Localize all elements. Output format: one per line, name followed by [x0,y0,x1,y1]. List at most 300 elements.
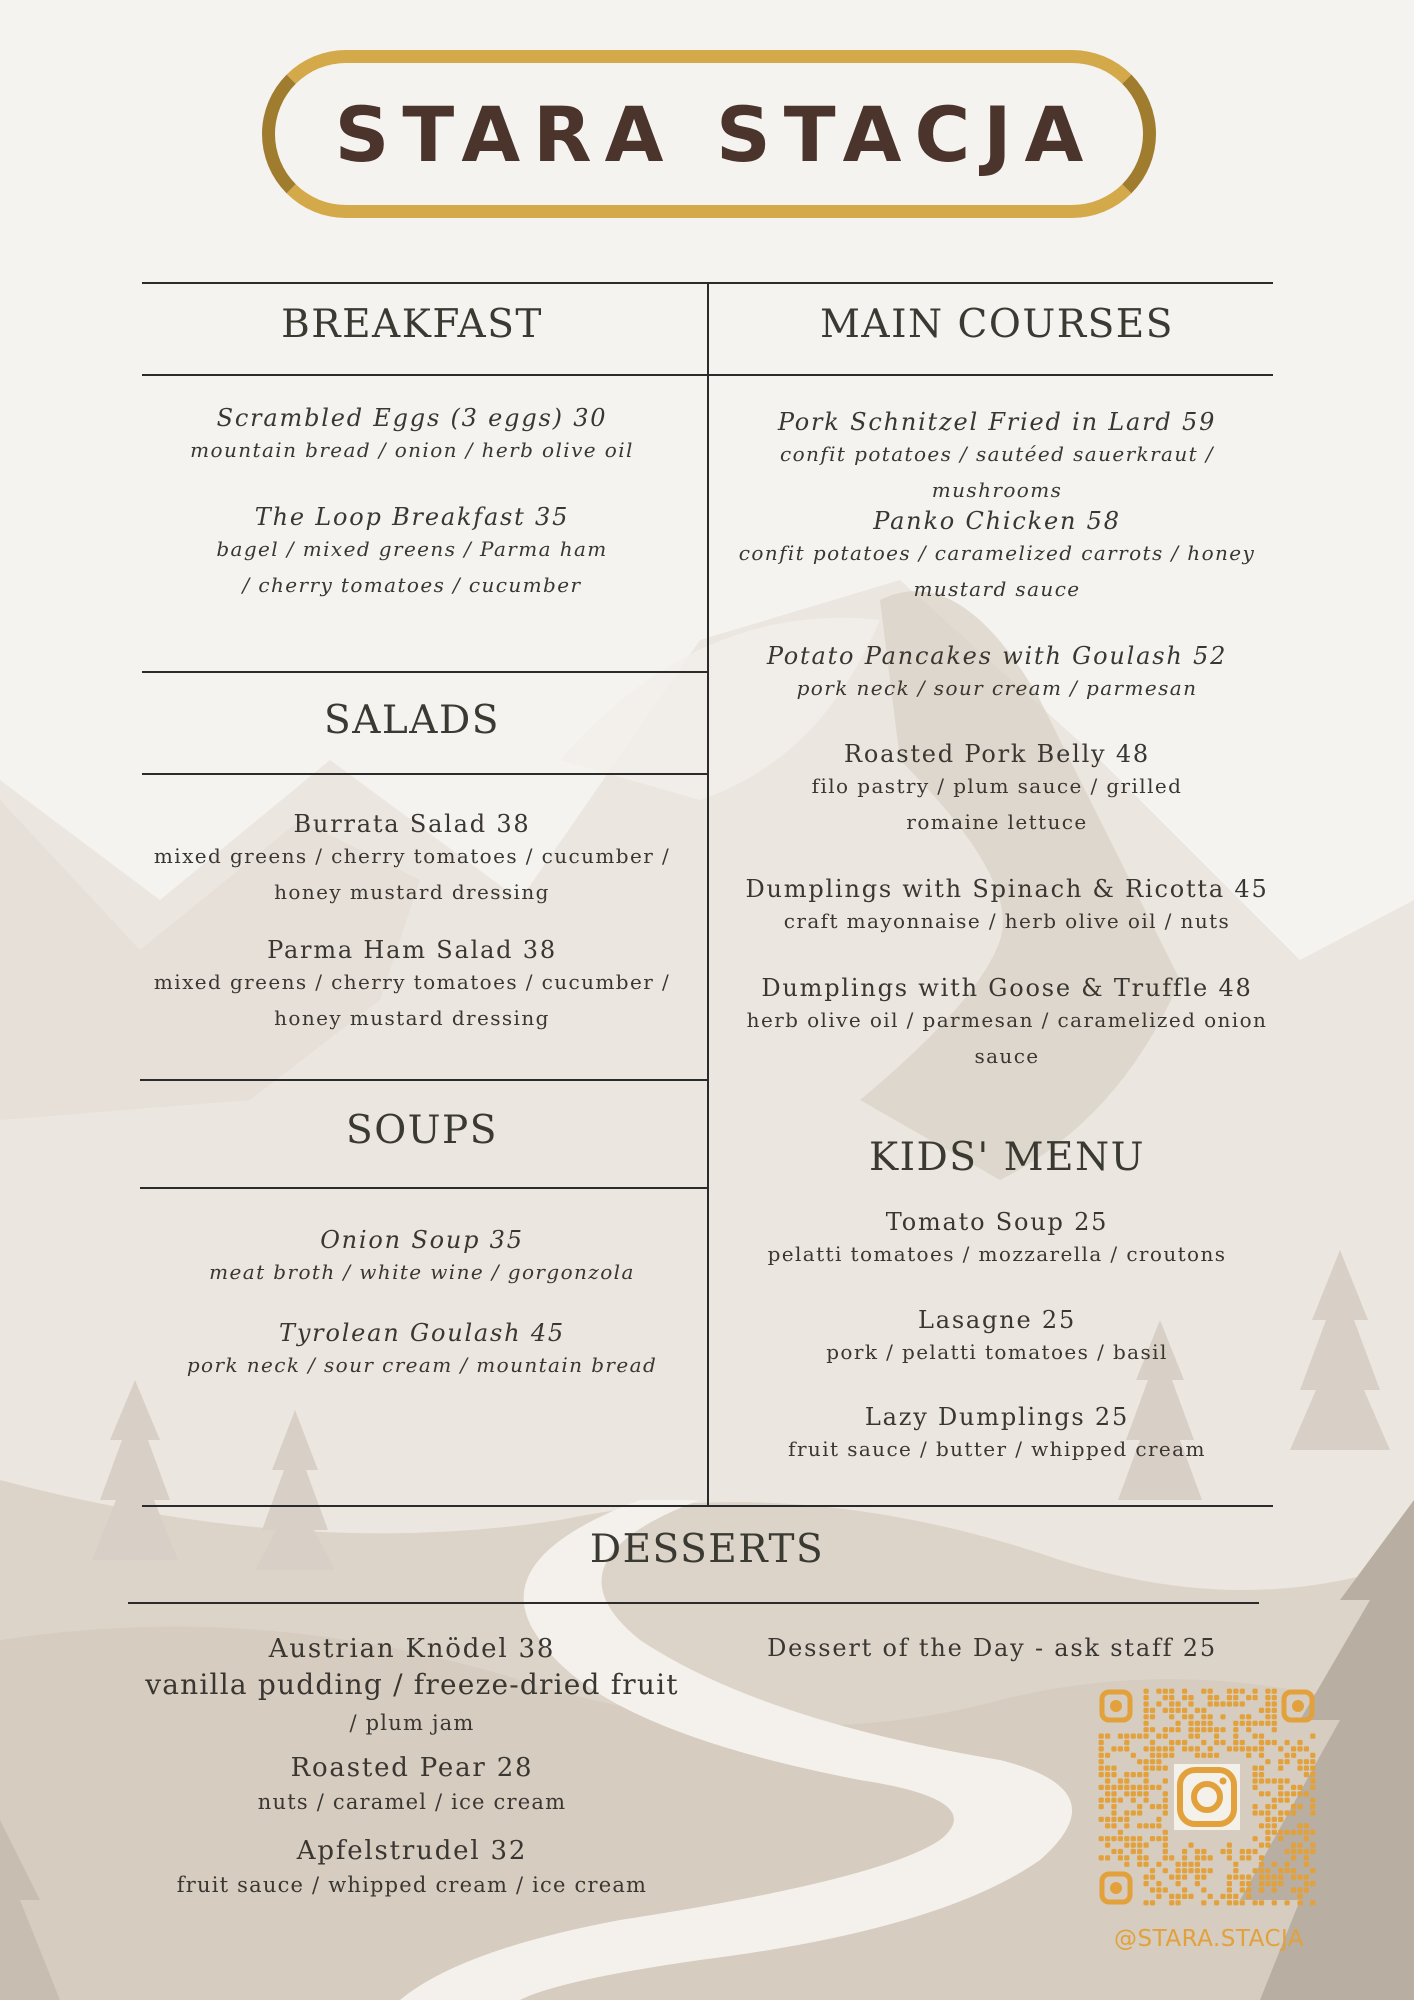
qr-module [1124,1746,1129,1751]
qr-module [1188,1695,1193,1700]
qr-module [1150,1740,1155,1745]
qr-module [1233,1900,1238,1905]
qr-module [1105,1734,1110,1739]
qr-module [1265,1843,1270,1848]
qr-module [1156,1804,1161,1809]
main-courses-heading: MAIN COURSES [820,302,1174,347]
qr-module [1124,1785,1129,1790]
qr-module [1201,1714,1206,1719]
qr-module [1169,1855,1174,1860]
qr-module [1233,1746,1238,1751]
qr-module [1240,1881,1245,1886]
qr-module [1214,1753,1219,1758]
qr-module [1111,1798,1116,1803]
qr-module [1259,1823,1264,1828]
qr-module [1310,1900,1315,1905]
qr-module [1182,1714,1187,1719]
item-title: Burrata Salad 38 [293,810,531,838]
qr-module [1208,1727,1213,1732]
qr-module [1253,1689,1258,1694]
menu-item-tyrolean-goulash [152,1319,692,1383]
qr-module [1176,1894,1181,1899]
qr-module [1201,1753,1206,1758]
menu-item-potato-pancakes [712,642,1282,706]
qr-module [1278,1875,1283,1880]
instagram-qr-code[interactable] [1098,1688,1316,1906]
qr-module [1246,1881,1251,1886]
qr-module [1188,1721,1193,1726]
qr-module [1156,1766,1161,1771]
kids-menu-heading: KIDS' MENU [868,1135,1146,1180]
menu-item-pork-schnitzel [712,408,1282,508]
qr-module [1131,1810,1136,1815]
qr-module [1272,1740,1277,1745]
item-title: Scrambled Eggs (3 eggs) 30 [216,404,608,432]
menu-item-loop-breakfast [152,503,672,603]
qr-module [1182,1855,1187,1860]
qr-module [1156,1759,1161,1764]
qr-module [1272,1701,1277,1706]
qr-module [1297,1823,1302,1828]
qr-module [1124,1778,1129,1783]
qr-module [1259,1708,1264,1713]
qr-module [1227,1843,1232,1848]
qr-module [1240,1740,1245,1745]
qr-module [1297,1887,1302,1892]
qr-module [1111,1823,1116,1828]
qr-module [1297,1759,1302,1764]
qr-module [1265,1721,1270,1726]
qr-module [1156,1785,1161,1790]
qr-module [1265,1708,1270,1713]
qr-module [1278,1836,1283,1841]
qr-module [1195,1875,1200,1880]
qr-module [1259,1855,1264,1860]
qr-module [1246,1727,1251,1732]
qr-module [1105,1843,1110,1848]
qr-module [1265,1823,1270,1828]
qr-module [1137,1862,1142,1867]
qr-module [1285,1830,1290,1835]
qr-module [1291,1849,1296,1854]
qr-module [1310,1843,1315,1848]
qr-module [1259,1721,1264,1726]
qr-module [1233,1740,1238,1745]
qr-module [1182,1868,1187,1873]
qr-module [1310,1759,1315,1764]
qr-module [1111,1791,1116,1796]
qr-module [1265,1778,1270,1783]
qr-module [1297,1766,1302,1771]
qr-module [1105,1817,1110,1822]
qr-module [1169,1746,1174,1751]
qr-module [1310,1810,1315,1815]
qr-module [1220,1740,1225,1745]
qr-module [1297,1740,1302,1745]
qr-module [1105,1836,1110,1841]
divider-salads-bottom [142,773,707,775]
qr-module [1304,1772,1309,1777]
qr-module [1304,1836,1309,1841]
qr-module [1150,1823,1155,1828]
qr-module [1233,1721,1238,1726]
qr-module [1253,1836,1258,1841]
qr-module [1131,1798,1136,1803]
qr-module [1285,1791,1290,1796]
qr-module [1297,1843,1302,1848]
qr-module [1105,1791,1110,1796]
item-title: Austrian Knödel 38 [268,1634,556,1664]
qr-module [1131,1785,1136,1790]
qr-module [1227,1701,1232,1706]
qr-module [1124,1810,1129,1815]
qr-module [1246,1849,1251,1854]
qr-module [1259,1772,1264,1777]
qr-module [1163,1887,1168,1892]
qr-module [1240,1746,1245,1751]
qr-module [1195,1734,1200,1739]
qr-module [1265,1817,1270,1822]
qr-module [1214,1695,1219,1700]
qr-module [1272,1823,1277,1828]
qr-module [1278,1798,1283,1803]
qr-module [1150,1868,1155,1873]
item-desc: pork / pelatti tomatoes / basil [826,1340,1168,1364]
divider-desserts-top [142,1505,1273,1507]
qr-module [1163,1798,1168,1803]
qr-module [1195,1868,1200,1873]
qr-module [1118,1836,1123,1841]
dessert-of-the-day [712,1634,1272,1662]
qr-module [1156,1701,1161,1706]
qr-module [1144,1689,1149,1694]
qr-module [1285,1849,1290,1854]
qr-module [1310,1772,1315,1777]
qr-module [1291,1753,1296,1758]
qr-module [1105,1753,1110,1758]
qr-module [1163,1836,1168,1841]
qr-module [1176,1875,1181,1880]
qr-module [1144,1791,1149,1796]
qr-module [1278,1746,1283,1751]
qr-module [1220,1849,1225,1854]
qr-module [1291,1804,1296,1809]
qr-module [1310,1830,1315,1835]
qr-module [1297,1804,1302,1809]
qr-module [1099,1753,1104,1758]
item-desc: romaine lettuce [906,810,1088,834]
item-title: Pork Schnitzel Fried in Lard 59 [777,408,1217,436]
menu-item-lazy-dumplings [712,1403,1282,1467]
qr-module [1144,1900,1149,1905]
qr-module [1310,1804,1315,1809]
qr-module [1144,1734,1149,1739]
qr-module [1118,1798,1123,1803]
qr-module [1253,1772,1258,1777]
qr-module [1131,1849,1136,1854]
item-title: Potato Pancakes with Goulash 52 [766,642,1228,670]
qr-module [1253,1721,1258,1726]
qr-module [1169,1714,1174,1719]
qr-module [1201,1887,1206,1892]
qr-module [1304,1766,1309,1771]
qr-module [1195,1881,1200,1886]
qr-module [1233,1862,1238,1867]
qr-module [1169,1695,1174,1700]
menu-item-lasagne [712,1306,1282,1370]
qr-module [1265,1714,1270,1719]
qr-module [1188,1868,1193,1873]
menu-item-burrata-salad [142,810,682,910]
qr-module [1259,1753,1264,1758]
item-desc: craft mayonnaise / herb olive oil / nuts [783,909,1231,933]
item-desc: fruit sauce / butter / whipped cream [788,1437,1206,1461]
soups-heading: SOUPS [345,1108,499,1153]
qr-module [1310,1785,1315,1790]
qr-module [1291,1785,1296,1790]
qr-module [1156,1881,1161,1886]
qr-module [1182,1862,1187,1867]
item-desc: vanilla pudding / freeze-dried fruit [145,1668,679,1701]
qr-module [1259,1843,1264,1848]
qr-module [1163,1708,1168,1713]
qr-module [1233,1727,1238,1732]
qr-module [1124,1843,1129,1848]
qr-module [1227,1746,1232,1751]
qr-module [1310,1881,1315,1886]
qr-module [1105,1778,1110,1783]
qr-module [1285,1759,1290,1764]
qr-module [1176,1900,1181,1905]
breakfast-heading: BREAKFAST [281,302,543,347]
qr-module [1144,1701,1149,1706]
item-title: Tomato Soup 25 [885,1208,1109,1236]
qr-module [1272,1817,1277,1822]
qr-module [1246,1855,1251,1860]
qr-module [1240,1900,1245,1905]
qr-module [1259,1875,1264,1880]
item-desc: honey mustard dressing [274,1006,550,1030]
qr-module [1176,1881,1181,1886]
qr-module [1201,1868,1206,1873]
item-desc: confit potatoes / caramelized carrots / honey [738,541,1256,565]
qr-module [1233,1695,1238,1700]
qr-module [1118,1830,1123,1835]
qr-module [1285,1862,1290,1867]
instagram-handle[interactable]: @STARA.STACJA [1114,1926,1305,1952]
qr-module [1233,1868,1238,1873]
qr-module [1214,1727,1219,1732]
qr-module [1150,1708,1155,1713]
qr-module [1253,1810,1258,1815]
qr-module [1310,1766,1315,1771]
qr-module [1176,1727,1181,1732]
item-title: Onion Soup 35 [320,1226,524,1254]
qr-module [1265,1740,1270,1745]
item-desc: pork neck / sour cream / mountain bread [186,1353,658,1377]
qr-module [1297,1900,1302,1905]
qr-module [1227,1695,1232,1700]
menu-item-roasted-pear [142,1753,682,1821]
qr-module [1272,1830,1277,1835]
item-title: Roasted Pear 28 [290,1753,534,1783]
qr-module [1099,1759,1104,1764]
qr-module [1163,1791,1168,1796]
qr-module [1169,1701,1174,1706]
qr-module [1137,1772,1142,1777]
qr-module [1124,1740,1129,1745]
item-title: Panko Chicken 58 [873,507,1121,535]
salads-heading: SALADS [324,698,500,743]
qr-module [1144,1778,1149,1783]
qr-module [1099,1734,1104,1739]
qr-module [1291,1810,1296,1815]
qr-module [1227,1689,1232,1694]
qr-module [1137,1759,1142,1764]
qr-module [1124,1734,1129,1739]
qr-module [1246,1721,1251,1726]
qr-module [1253,1868,1258,1873]
qr-module [1285,1740,1290,1745]
qr-module [1124,1817,1129,1822]
qr-module [1169,1894,1174,1899]
qr-module [1111,1817,1116,1822]
qr-module [1272,1875,1277,1880]
qr-module [1297,1849,1302,1854]
qr-module [1137,1855,1142,1860]
qr-module [1137,1843,1142,1848]
qr-module [1195,1753,1200,1758]
qr-module [1259,1766,1264,1771]
qr-module [1278,1785,1283,1790]
qr-module [1291,1746,1296,1751]
qr-module [1176,1862,1181,1867]
qr-module [1169,1753,1174,1758]
qr-module [1253,1778,1258,1783]
qr-module [1144,1759,1149,1764]
qr-module [1253,1734,1258,1739]
qr-module [1137,1823,1142,1828]
qr-module [1208,1721,1213,1726]
qr-module [1310,1849,1315,1854]
qr-module [1201,1721,1206,1726]
item-desc: fruit sauce / whipped cream / ice cream [176,1873,648,1897]
qr-module [1253,1804,1258,1809]
item-desc: filo pastry / plum sauce / grilled [811,774,1183,798]
qr-module [1169,1740,1174,1745]
qr-module [1278,1817,1283,1822]
qr-module [1182,1708,1187,1713]
qr-module [1278,1810,1283,1815]
qr-module [1163,1753,1168,1758]
menu-item-dumplings-spinach [712,875,1302,939]
qr-module [1124,1772,1129,1777]
qr-module [1214,1701,1219,1706]
qr-module [1176,1708,1181,1713]
qr-module [1265,1791,1270,1796]
qr-module [1188,1843,1193,1848]
qr-module [1265,1701,1270,1706]
qr-module [1201,1855,1206,1860]
qr-module [1163,1830,1168,1835]
qr-module [1233,1894,1238,1899]
qr-module [1111,1804,1116,1809]
item-title: Lazy Dumplings 25 [864,1403,1130,1431]
qr-module [1163,1849,1168,1854]
qr-module [1240,1855,1245,1860]
qr-module [1118,1849,1123,1854]
qr-module [1253,1785,1258,1790]
qr-module [1182,1875,1187,1880]
qr-module [1137,1804,1142,1809]
qr-module [1144,1772,1149,1777]
qr-module [1137,1785,1142,1790]
qr-module [1310,1778,1315,1783]
qr-module [1265,1810,1270,1815]
divider-desserts-bottom [128,1602,1259,1604]
restaurant-title-frame [262,50,1156,218]
qr-module [1285,1810,1290,1815]
qr-module [1176,1868,1181,1873]
qr-module [1188,1734,1193,1739]
qr-module [1246,1753,1251,1758]
qr-module [1156,1689,1161,1694]
qr-module [1201,1689,1206,1694]
qr-module [1220,1701,1225,1706]
desserts-heading: DESSERTS [589,1527,825,1572]
qr-module [1111,1766,1116,1771]
qr-module [1240,1721,1245,1726]
qr-module [1188,1701,1193,1706]
item-desc: confit potatoes / sautéed sauerkraut / mushrooms [780,442,1214,502]
qr-module [1259,1740,1264,1745]
qr-module [1259,1862,1264,1867]
qr-module [1182,1740,1187,1745]
divider-vertical [707,282,709,1506]
qr-module [1272,1714,1277,1719]
qr-module [1259,1778,1264,1783]
qr-module [1124,1862,1129,1867]
qr-module [1111,1785,1116,1790]
qr-module [1118,1785,1123,1790]
qr-module [1111,1810,1116,1815]
qr-module [1285,1868,1290,1873]
item-title: Lasagne 25 [917,1306,1077,1334]
qr-module [1246,1714,1251,1719]
menu-item-parma-ham-salad [142,936,682,1036]
qr-module [1265,1830,1270,1835]
qr-module [1144,1798,1149,1803]
qr-module [1259,1791,1264,1796]
menu-item-tomato-soup [712,1208,1282,1272]
qr-module [1150,1753,1155,1758]
qr-module [1304,1759,1309,1764]
qr-module [1188,1714,1193,1719]
qr-module [1201,1708,1206,1713]
qr-module [1182,1695,1187,1700]
qr-module [1259,1887,1264,1892]
qr-module [1304,1823,1309,1828]
qr-module [1195,1708,1200,1713]
qr-module [1099,1785,1104,1790]
qr-module [1304,1746,1309,1751]
qr-module [1195,1849,1200,1854]
qr-module [1124,1823,1129,1828]
qr-module [1144,1727,1149,1732]
qr-module [1259,1881,1264,1886]
menu-item-roasted-pork-belly [712,740,1282,840]
qr-module [1291,1791,1296,1796]
